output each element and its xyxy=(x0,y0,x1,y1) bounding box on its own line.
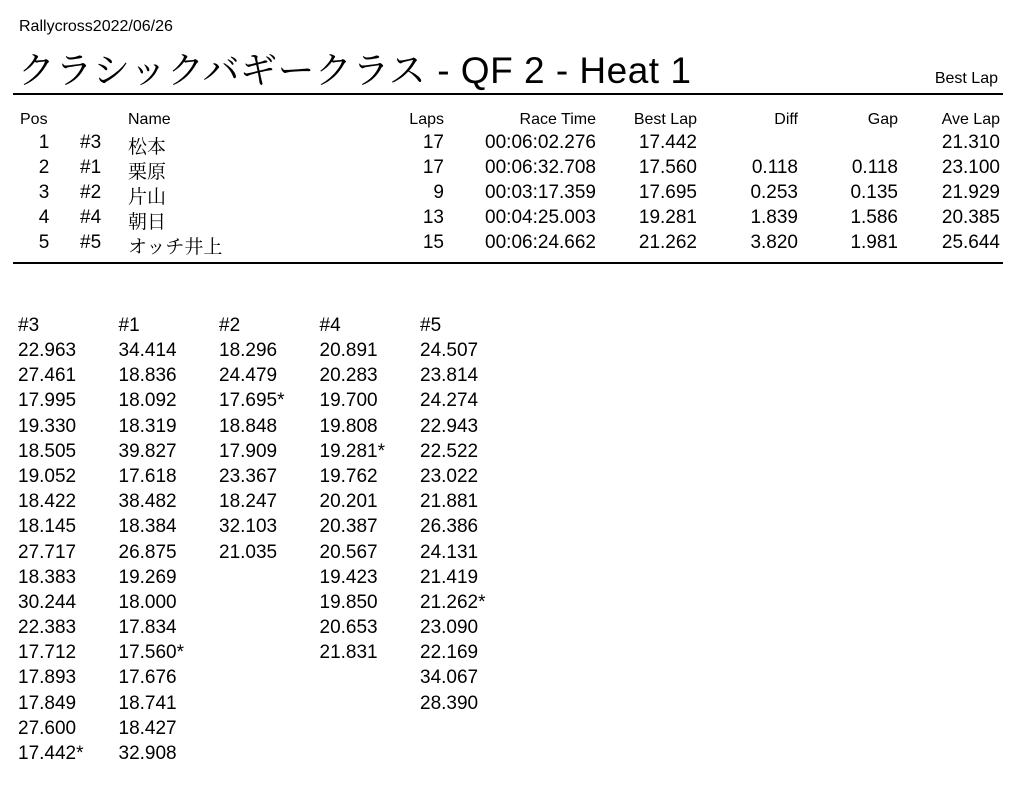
lap-time: 19.281* xyxy=(319,440,386,462)
best-lap-cell: 19.281 xyxy=(638,207,697,228)
lap-time: 18.383 xyxy=(18,566,77,588)
event-date: Rallycross2022/06/26 xyxy=(19,18,173,35)
ave-lap-cell: 20.385 xyxy=(941,207,1000,228)
lap-time: 18.505 xyxy=(18,440,77,462)
lap-column-header: #5 xyxy=(420,315,442,336)
lap-time: 27.600 xyxy=(18,717,77,739)
lap-time: 18.145 xyxy=(18,516,77,538)
ave-lap-cell: 25.644 xyxy=(941,232,1000,253)
best-lap-cell: 17.442 xyxy=(638,132,697,153)
lap-time: 26.386 xyxy=(420,516,479,538)
car-number-cell: #4 xyxy=(80,207,102,228)
lap-time: 22.943 xyxy=(420,415,479,437)
lap-time: 17.893 xyxy=(18,667,77,689)
result-row xyxy=(0,182,1024,207)
lap-time: 34.414 xyxy=(118,340,177,361)
col-laps: Laps xyxy=(409,111,444,128)
lap-time: 24.507 xyxy=(420,340,479,361)
diff-cell: 1.839 xyxy=(750,207,798,228)
driver-name-cell: 朝日 xyxy=(128,212,167,233)
lap-time: 38.482 xyxy=(118,491,177,513)
race-time-cell: 00:06:32.708 xyxy=(485,157,596,178)
lap-time: 39.827 xyxy=(118,440,177,462)
laps-cell: 15 xyxy=(422,232,444,253)
lap-time: 32.103 xyxy=(219,516,278,538)
lap-time: 22.169 xyxy=(420,642,479,664)
driver-name-cell: 松本 xyxy=(128,137,167,158)
lap-column xyxy=(320,315,420,667)
lap-column-header: #4 xyxy=(319,315,341,336)
best-lap-cell: 17.560 xyxy=(638,157,697,178)
gap-cell: 1.981 xyxy=(850,232,898,253)
results-header xyxy=(0,111,1024,132)
lap-time: 32.908 xyxy=(118,743,177,764)
lap-time: 17.909 xyxy=(219,440,278,462)
lap-time: 18.247 xyxy=(219,491,278,513)
race-time-cell: 00:04:25.003 xyxy=(485,207,596,228)
lap-time: 19.423 xyxy=(319,566,378,588)
lap-time: 18.296 xyxy=(219,340,278,361)
driver-name-cell: オッチ井上 xyxy=(128,237,223,258)
diff-cell: 0.118 xyxy=(751,157,798,178)
lap-time: 23.022 xyxy=(420,465,479,487)
result-row xyxy=(0,232,1024,257)
bottom-divider xyxy=(13,262,1003,264)
best-lap-cell: 21.262 xyxy=(638,232,697,253)
lap-time: 19.700 xyxy=(319,390,378,412)
pos-cell: 5 xyxy=(38,232,50,253)
lap-time: 18.427 xyxy=(118,717,177,739)
lap-time: 23.367 xyxy=(219,465,278,487)
lap-column-header: #2 xyxy=(219,315,241,336)
top-divider xyxy=(13,93,1003,95)
race-time-cell: 00:06:24.662 xyxy=(485,232,596,253)
lap-time: 21.035 xyxy=(219,541,278,563)
lap-time: 17.995 xyxy=(18,390,77,412)
page-title: クラシックバギークラス - QF 2 - Heat 1 xyxy=(18,50,692,91)
lap-time: 18.092 xyxy=(118,390,177,412)
lap-column xyxy=(219,315,319,567)
race-time-cell: 00:06:02.276 xyxy=(485,132,596,153)
lap-time: 18.422 xyxy=(18,491,77,513)
lap-column-header: #1 xyxy=(118,315,140,336)
ave-lap-cell: 21.929 xyxy=(941,182,1000,203)
lap-time: 17.849 xyxy=(18,692,77,714)
col-diff: Diff xyxy=(774,111,798,128)
laps-cell: 13 xyxy=(422,207,444,228)
lap-time: 17.712 xyxy=(18,642,77,664)
lap-time: 21.419 xyxy=(420,566,479,588)
lap-column-header: #3 xyxy=(18,315,40,336)
lap-time: 18.319 xyxy=(118,415,177,437)
lap-time: 21.831 xyxy=(319,642,378,664)
lap-time: 17.560* xyxy=(118,642,185,664)
pos-cell: 3 xyxy=(38,182,50,203)
gap-cell: 1.586 xyxy=(850,207,898,228)
lap-time: 27.717 xyxy=(18,541,77,563)
gap-cell: 0.135 xyxy=(850,182,898,203)
lap-time: 23.090 xyxy=(420,617,479,639)
pos-cell: 1 xyxy=(38,132,50,153)
driver-name-cell: 栗原 xyxy=(128,162,167,183)
col-best-lap: Best Lap xyxy=(633,111,697,128)
result-row xyxy=(0,132,1024,157)
lap-time: 18.384 xyxy=(118,516,177,538)
pos-cell: 4 xyxy=(38,207,50,228)
lap-time: 34.067 xyxy=(420,667,479,689)
best-lap-note: Best Lap xyxy=(934,70,998,87)
lap-time: 18.848 xyxy=(219,415,278,437)
lap-time: 20.567 xyxy=(319,541,378,563)
col-name: Name xyxy=(128,111,171,128)
laps-cell: 9 xyxy=(433,182,444,203)
car-number-cell: #1 xyxy=(80,157,102,178)
lap-time: 28.390 xyxy=(420,692,479,714)
lap-time: 19.052 xyxy=(18,465,77,487)
lap-time: 21.262* xyxy=(420,591,486,613)
lap-time: 17.618 xyxy=(118,465,177,487)
lap-column xyxy=(420,315,520,718)
lap-time: 26.875 xyxy=(118,541,177,563)
lap-time: 22.963 xyxy=(18,340,77,361)
lap-time: 24.274 xyxy=(420,390,479,412)
col-pos: Pos xyxy=(20,111,48,128)
lap-time: 19.330 xyxy=(18,415,77,437)
lap-time: 17.834 xyxy=(118,617,177,639)
lap-time: 19.850 xyxy=(319,591,378,613)
lap-time: 20.387 xyxy=(319,516,378,538)
lap-time: 21.881 xyxy=(420,491,479,513)
lap-column xyxy=(119,315,219,768)
laps-cell: 17 xyxy=(422,132,444,153)
ave-lap-cell: 21.310 xyxy=(941,132,1000,153)
lap-time: 19.762 xyxy=(319,465,378,487)
lap-time: 24.131 xyxy=(420,541,479,563)
gap-cell: 0.118 xyxy=(851,157,898,178)
lap-time: 30.244 xyxy=(18,591,77,613)
race-time-cell: 00:03:17.359 xyxy=(485,182,596,203)
best-lap-cell: 17.695 xyxy=(638,182,697,203)
car-number-cell: #2 xyxy=(80,182,102,203)
lap-time: 20.201 xyxy=(319,491,378,513)
pos-cell: 2 xyxy=(38,157,50,178)
lap-time: 20.891 xyxy=(319,340,378,361)
diff-cell: 3.820 xyxy=(750,232,798,253)
lap-column xyxy=(18,315,118,768)
lap-time: 18.741 xyxy=(118,692,177,714)
lap-time: 22.383 xyxy=(18,617,77,639)
lap-time: 27.461 xyxy=(18,365,77,387)
lap-time: 17.695* xyxy=(219,390,285,412)
diff-cell: 0.253 xyxy=(750,182,798,203)
col-gap: Gap xyxy=(867,111,898,128)
lap-time: 19.269 xyxy=(118,566,177,588)
col-ave-lap: Ave Lap xyxy=(941,111,1000,128)
lap-time: 22.522 xyxy=(420,440,479,462)
lap-time: 18.000 xyxy=(118,591,177,613)
car-number-cell: #5 xyxy=(80,232,102,253)
ave-lap-cell: 23.100 xyxy=(941,157,1000,178)
lap-time: 20.283 xyxy=(319,365,378,387)
car-number-cell: #3 xyxy=(80,132,102,153)
driver-name-cell: 片山 xyxy=(128,187,167,208)
col-race-time: Race Time xyxy=(519,111,596,128)
lap-time: 24.479 xyxy=(219,365,278,387)
lap-time: 20.653 xyxy=(319,617,378,639)
lap-time: 18.836 xyxy=(118,365,177,387)
result-row xyxy=(0,157,1024,182)
results-table xyxy=(0,111,1024,257)
lap-time: 23.814 xyxy=(420,365,479,387)
laps-cell: 17 xyxy=(422,157,444,178)
lap-time: 17.442* xyxy=(18,743,84,764)
lap-time: 17.676 xyxy=(118,667,177,689)
lap-time: 19.808 xyxy=(319,415,378,437)
result-row xyxy=(0,207,1024,232)
